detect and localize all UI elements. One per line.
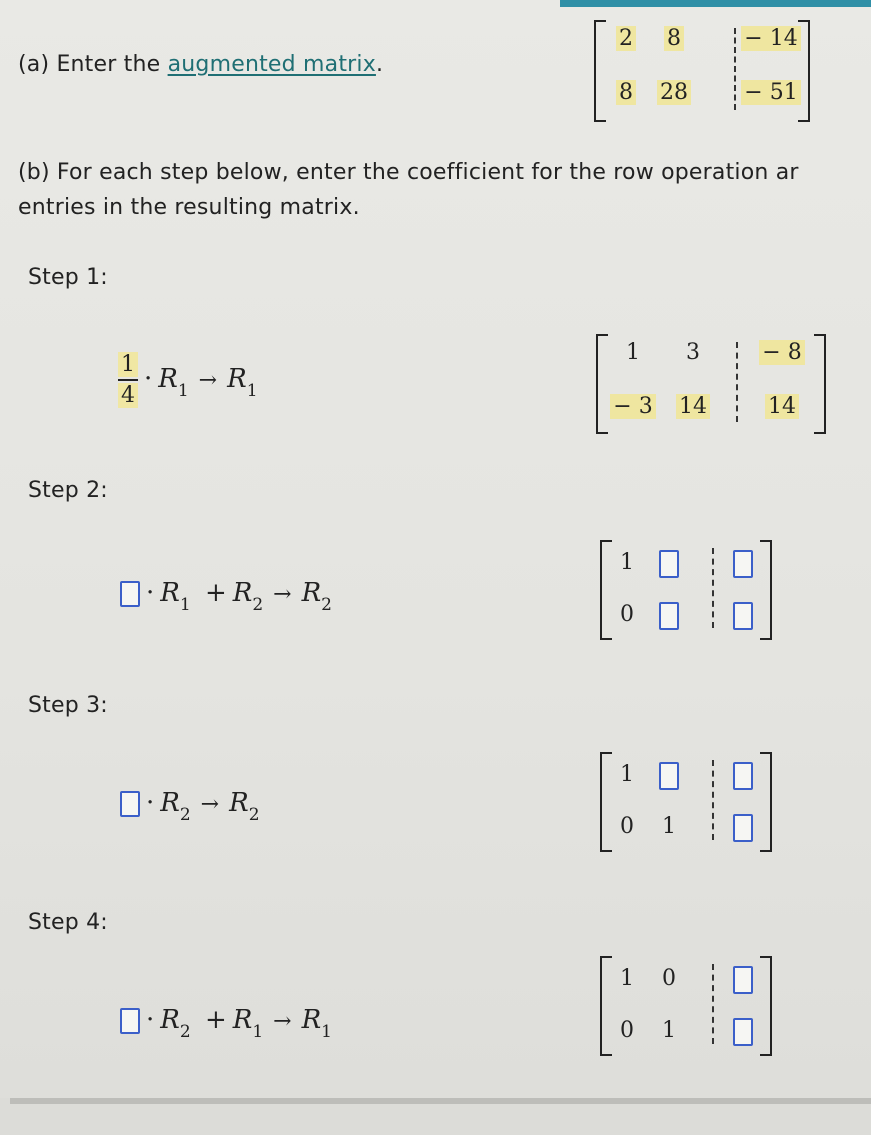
step-3-cell: 1: [620, 762, 634, 787]
matrix-a-cell[interactable]: 2: [608, 26, 644, 51]
step-3-cell-input[interactable]: [730, 814, 756, 848]
step-2-matrix: [600, 540, 772, 636]
step-3-operation: · $R_2 \to R_2$: [120, 788, 260, 818]
step-4-coefficient-input[interactable]: [120, 1008, 140, 1034]
step-4-label: Step 4:: [28, 910, 108, 935]
step-2-coefficient-input[interactable]: [120, 581, 140, 607]
step-3-matrix: [600, 752, 772, 848]
matrix-a-cell[interactable]: − 14: [740, 26, 802, 51]
step-2-operation: · $R_1 + R_2 \to R_2$: [120, 578, 332, 608]
step-2-cell-input[interactable]: [730, 602, 756, 636]
bottom-divider: [10, 1098, 871, 1104]
step-1-coefficient-input[interactable]: $\frac{1}{4}$: [118, 352, 138, 408]
augmented-matrix-link[interactable]: augmented matrix: [167, 52, 376, 77]
step-2-cell-input[interactable]: [656, 550, 682, 584]
step-3-cell: 0: [620, 814, 634, 839]
part-b-prompt-line2: entries in the resulting matrix.: [18, 195, 360, 220]
step-3-coefficient-input[interactable]: [120, 791, 140, 817]
matrix-a-cell[interactable]: 8: [608, 80, 644, 105]
step-1-cell[interactable]: 14: [752, 394, 812, 419]
step-4-cell-input[interactable]: [730, 1018, 756, 1052]
part-b-prompt-line1: (b) For each step below, enter the coefficient for the row operation ar: [18, 160, 799, 185]
step-4-matrix: [600, 956, 772, 1052]
step-1-cell[interactable]: − 8: [752, 340, 812, 365]
step-4-cell: 1: [620, 966, 634, 991]
step-4-cell: 0: [662, 966, 676, 991]
augmented-matrix-a: [594, 20, 810, 118]
step-1-matrix: [596, 334, 826, 430]
step-3-cell: 1: [662, 814, 676, 839]
part-a-prompt: (a) Enter the augmented matrix.: [18, 52, 384, 77]
part-a-label: (a) Enter the: [18, 52, 168, 77]
matrix-a-cell[interactable]: 28: [652, 80, 696, 105]
step-1-cell[interactable]: 1: [626, 340, 640, 365]
step-3-cell-input[interactable]: [656, 762, 682, 796]
step-1-operation: $\frac{1}{4}$ · $R_1 \to R_1$: [118, 352, 258, 408]
step-1-cell[interactable]: 3: [686, 340, 700, 365]
top-accent-bar: [560, 0, 871, 7]
step-4-operation: · $R_2 + R_1 \to R_1$: [120, 1005, 332, 1035]
step-2-cell: 1: [620, 550, 634, 575]
step-3-cell-input[interactable]: [730, 762, 756, 796]
step-3-label: Step 3:: [28, 693, 108, 718]
step-4-cell: 0: [620, 1018, 634, 1043]
step-2-label: Step 2:: [28, 478, 108, 503]
step-1-label: Step 1:: [28, 265, 108, 290]
matrix-a-cell[interactable]: 8: [652, 26, 696, 51]
step-4-cell-input[interactable]: [730, 966, 756, 1000]
matrix-a-cell[interactable]: − 51: [740, 80, 802, 105]
step-2-cell-input[interactable]: [730, 550, 756, 584]
step-2-cell: 0: [620, 602, 634, 627]
step-1-cell[interactable]: 14: [668, 394, 718, 419]
step-2-cell-input[interactable]: [656, 602, 682, 636]
step-4-cell: 1: [662, 1018, 676, 1043]
step-1-cell[interactable]: − 3: [610, 394, 656, 419]
